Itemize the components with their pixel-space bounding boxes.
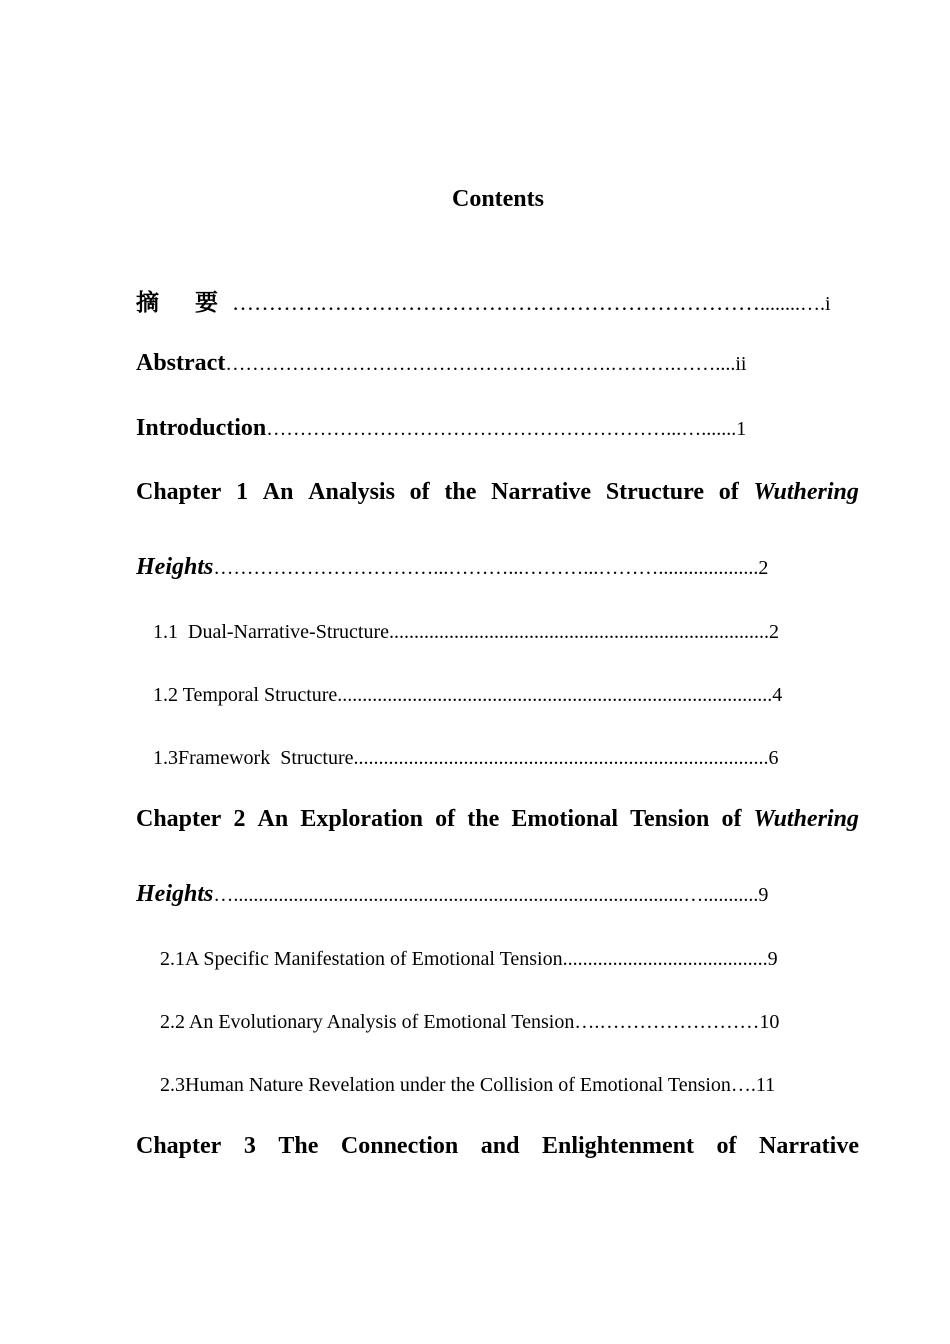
toc-leader-dots: ................................................................................... [353, 747, 769, 769]
toc-word: Analysis [308, 479, 395, 505]
toc-word: the [444, 479, 477, 505]
toc-label: Heights [136, 881, 214, 907]
toc-entry-chapter-1[interactable] [136, 479, 859, 506]
toc-entry-zhaiyao[interactable] [136, 284, 859, 317]
toc-label: Abstract [136, 350, 226, 376]
toc-leader-dots: ............................................................................ [389, 621, 770, 643]
toc-entry-abstract[interactable] [136, 350, 859, 377]
page-title: Contents [451, 186, 544, 212]
toc-page-number: ..ii [725, 353, 747, 375]
toc-page-number: .......1 [701, 418, 747, 440]
toc-label: 2.1A Specific Manifestation of Emotional Tension [160, 948, 563, 970]
toc-label: 摘 要 [136, 290, 233, 316]
toc-word: The [278, 1133, 319, 1159]
toc-word: 2 [233, 806, 246, 832]
toc-entry-chapter-3[interactable] [136, 1133, 859, 1160]
toc-word: Chapter [136, 1133, 222, 1159]
toc-word: Chapter [136, 479, 222, 505]
toc-word: 3 [243, 1133, 256, 1159]
toc-entry-chapter-2-cont[interactable] [136, 881, 859, 908]
toc-word: An [262, 479, 294, 505]
toc-label: 1.3Framework Structure [153, 747, 354, 769]
toc-word: An [257, 806, 289, 832]
toc-word: 1 [236, 479, 249, 505]
toc-leader-dots: …..........................................................................................…........... [213, 884, 759, 906]
toc-word: Emotional [511, 806, 619, 832]
toc-leader-dots: ....................................................................................... [337, 684, 773, 706]
toc-word: of [716, 1133, 737, 1159]
toc-page-number: 9 [758, 884, 769, 906]
toc-entry-2-3[interactable] [160, 1074, 859, 1097]
toc-page-number: 6 [768, 747, 779, 769]
toc-word: of [718, 479, 739, 505]
toc-leader-dots: ……………………………………………………………… [232, 290, 761, 315]
toc-word: Enlightenment [541, 1133, 694, 1159]
toc-label: 2.3Human Nature Revelation under the Collision of Emotional Tension [160, 1074, 731, 1096]
toc-leader-dots: ….…………………… [574, 1011, 760, 1033]
toc-entry-introduction[interactable] [136, 415, 859, 442]
toc-label: Introduction [136, 415, 267, 441]
toc-word: Chapter [136, 806, 222, 832]
toc-word: of [435, 806, 456, 832]
toc-word: of [409, 479, 430, 505]
toc-entry-2-2[interactable] [160, 1011, 859, 1034]
toc-entry-chapter-1-cont[interactable] [136, 554, 859, 581]
toc-entry-1-1[interactable] [153, 621, 859, 644]
toc-word: the [467, 806, 500, 832]
toc-page-number: 11 [755, 1074, 776, 1096]
toc-leader-dots: ......................................... [562, 948, 768, 970]
toc-word: Structure [605, 479, 705, 505]
toc-page-number: 9 [767, 948, 778, 970]
toc-page-number: ........….i [760, 293, 831, 315]
toc-leader-dots: ………………………………………………….……….…….. [225, 353, 726, 375]
toc-label: 2.2 An Evolutionary Analysis of Emotional Tension [160, 1011, 575, 1033]
toc-leader-dots: ……………………………………………………...… [266, 418, 702, 440]
toc-page-number: 2 [758, 557, 769, 579]
toc-entry-2-1[interactable] [160, 948, 859, 971]
toc-entry-1-3[interactable] [153, 747, 859, 770]
toc-word: and [480, 1133, 520, 1159]
toc-entry-1-2[interactable] [153, 684, 859, 707]
toc-page-number: 10 [759, 1011, 780, 1033]
toc-label: 1.2 Temporal Structure [153, 684, 338, 706]
toc-page-number: 4 [772, 684, 783, 706]
toc-word-italic: Wuthering [753, 479, 859, 505]
toc-word-italic: Wuthering [753, 806, 859, 832]
toc-leader-dots: …. [730, 1074, 756, 1096]
toc-word: of [721, 806, 742, 832]
toc-word: Narrative [759, 1133, 859, 1159]
toc-word: Connection [340, 1133, 459, 1159]
toc-word: Exploration [300, 806, 424, 832]
toc-word: Tension [630, 806, 710, 832]
toc-word: Narrative [491, 479, 592, 505]
toc-label: Heights [136, 554, 214, 580]
toc-leader-dots: ……………………………...………...………...……….................... [213, 557, 759, 579]
toc-page-number: 2 [769, 621, 780, 643]
toc-entry-chapter-2[interactable] [136, 806, 859, 833]
toc-label: 1.1 Dual-Narrative-Structure [153, 621, 390, 643]
